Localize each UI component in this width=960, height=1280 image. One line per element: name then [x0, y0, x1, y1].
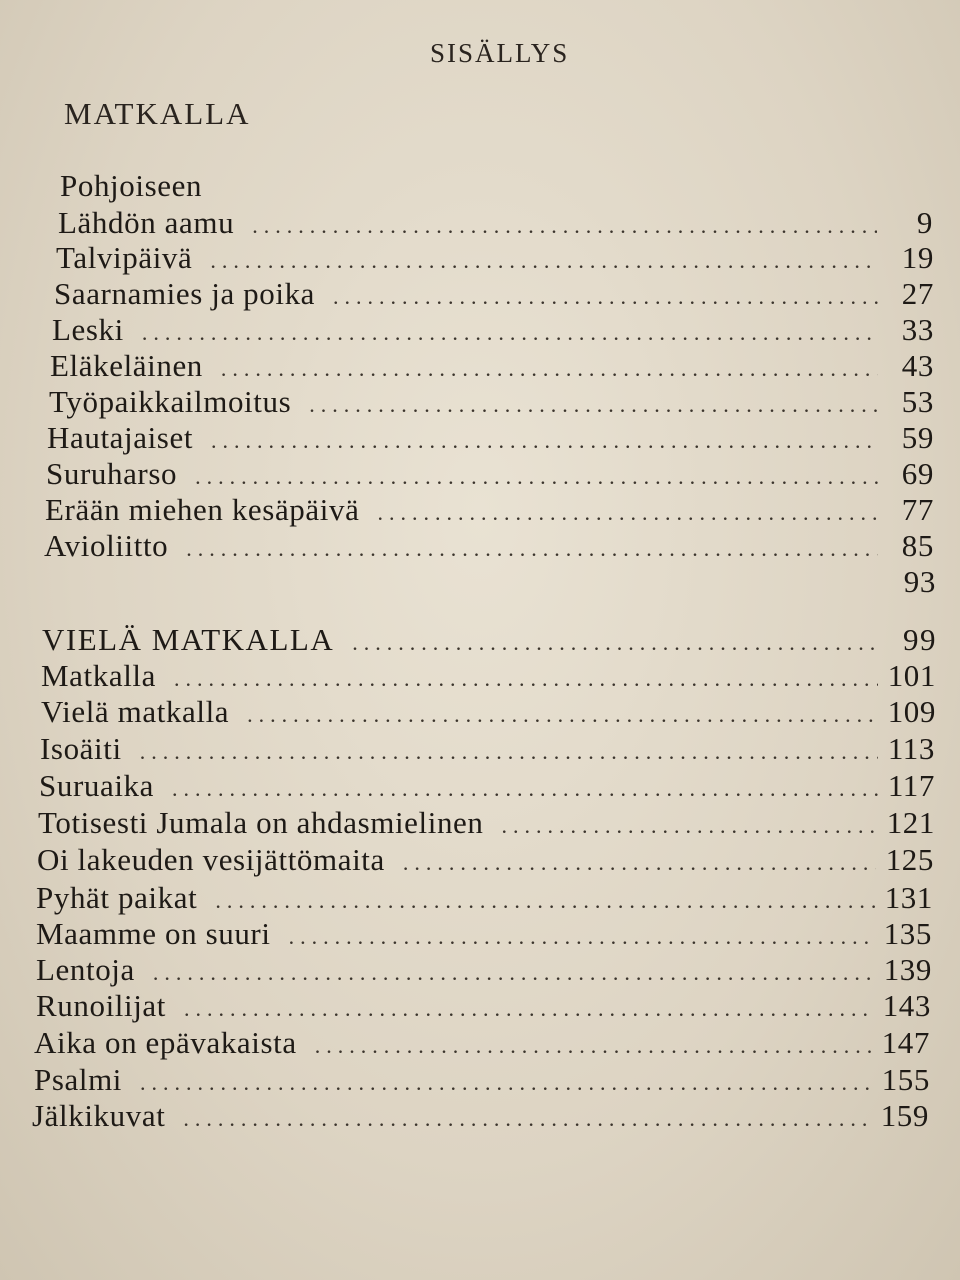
toc-page-number: 135 — [883, 916, 932, 951]
toc-page-number: 99 — [903, 622, 937, 657]
toc-page-number: 113 — [887, 731, 935, 766]
dot-leader — [184, 996, 873, 1022]
section-title-matkalla: MATKALLA — [64, 96, 251, 131]
toc-page-number: 155 — [881, 1062, 930, 1097]
toc-page-number: 69 — [901, 456, 934, 491]
toc-page-number: 59 — [901, 420, 934, 455]
toc-row — [34, 1025, 930, 1065]
dot-leader — [502, 813, 877, 839]
toc-row — [56, 240, 934, 280]
dot-leader — [315, 1033, 872, 1059]
toc-item-title: Työpaikkailmoitus — [49, 384, 292, 419]
toc-item-title: Psalmi — [34, 1062, 123, 1097]
toc-row — [38, 805, 935, 845]
toc-item-title: Suruaika — [39, 768, 154, 803]
toc-row — [49, 384, 934, 424]
toc-page-number: 33 — [901, 312, 934, 347]
toc-row — [36, 916, 932, 956]
toc-page-number: 125 — [885, 842, 934, 877]
toc-item-title: Saarnamies ja poika — [54, 276, 316, 311]
toc-row — [45, 492, 934, 532]
toc-page-number: 139 — [883, 952, 932, 987]
toc-page-number: 101 — [887, 658, 936, 693]
toc-row — [36, 952, 932, 992]
toc-row — [37, 842, 934, 882]
dot-leader — [172, 776, 878, 802]
toc-item-title: Maamme on suuri — [36, 916, 271, 951]
toc-item-title: Lähdön aamu — [58, 205, 235, 240]
toc-item-title: Isoäiti — [40, 731, 122, 766]
toc-row — [36, 880, 933, 920]
toc-item-title: Hautajaiset — [47, 420, 194, 455]
dot-leader — [289, 924, 874, 950]
toc-row — [58, 205, 933, 245]
toc-page-number: 19 — [901, 240, 934, 275]
dot-leader — [186, 536, 878, 562]
toc-page-number: 109 — [887, 694, 936, 729]
dot-leader — [210, 248, 878, 274]
toc-page-number: 117 — [887, 768, 935, 803]
toc-page-number: 159 — [880, 1098, 929, 1133]
dot-leader — [142, 320, 878, 346]
toc-page-number: 9 — [916, 205, 933, 240]
toc-page-number: 53 — [901, 384, 934, 419]
toc-item-title: Suruharso — [46, 456, 178, 491]
dot-leader — [195, 464, 878, 490]
dot-leader — [377, 500, 878, 526]
toc-item-title: Totisesti Jumala on ahdasmielinen — [38, 805, 484, 840]
toc-row — [54, 276, 934, 316]
toc-page-number: 27 — [901, 276, 934, 311]
toc-row — [50, 348, 934, 388]
toc-row — [41, 694, 936, 734]
dot-leader — [333, 284, 878, 310]
toc-row — [36, 988, 931, 1028]
toc-row — [32, 1098, 929, 1138]
toc-row — [47, 420, 934, 460]
toc-item-title: Avioliitto — [44, 528, 169, 563]
dot-leader — [183, 1106, 870, 1132]
toc-page-number: 43 — [901, 348, 934, 383]
dot-leader — [403, 850, 876, 876]
toc-item-title: Erään miehen kesäpäivä — [45, 492, 360, 527]
toc-row — [44, 528, 934, 568]
toc-item-title: Eläkeläinen — [50, 348, 203, 383]
toc-item-title: Lentoja — [36, 952, 135, 987]
toc-trailing-page — [880, 564, 936, 604]
toc-item-title: Runoilijat — [36, 988, 166, 1023]
dot-leader — [352, 630, 881, 656]
toc-item-title: Vielä matkalla — [41, 694, 230, 729]
dot-leader — [309, 392, 878, 418]
toc-row — [40, 731, 935, 771]
toc-page-number: 131 — [884, 880, 933, 915]
toc-item-title: Aika on epävakaista — [34, 1025, 297, 1060]
toc-item-title: Talvipäivä — [56, 240, 193, 275]
section-title: VIELÄ MATKALLA — [42, 622, 335, 657]
dot-leader — [221, 356, 878, 382]
toc-row — [39, 768, 935, 808]
toc-item-title: Jälkikuvat — [32, 1098, 166, 1133]
dot-leader — [153, 960, 874, 986]
dot-leader — [215, 888, 874, 914]
toc-page-number: 85 — [901, 528, 934, 563]
dot-leader — [247, 702, 878, 728]
toc-page-number: 93 — [903, 564, 936, 599]
toc-row — [34, 1062, 930, 1102]
toc-item-title: Leski — [52, 312, 124, 347]
toc-item-title: Oi lakeuden vesijättömaita — [37, 842, 385, 877]
page-heading: SISÄLLYS — [430, 38, 570, 68]
dot-leader — [140, 1070, 872, 1096]
toc-page-number: 77 — [901, 492, 934, 527]
dot-leader — [252, 213, 877, 239]
toc-row — [41, 658, 936, 698]
dot-leader — [174, 666, 878, 692]
toc-item-title: Pyhät paikat — [36, 880, 198, 915]
toc-row — [52, 312, 934, 352]
section-title-viela-matkalla — [42, 622, 937, 662]
dot-leader — [140, 739, 878, 765]
toc-row — [46, 456, 934, 496]
dot-leader — [211, 428, 878, 454]
toc-page-number: 147 — [881, 1025, 930, 1060]
toc-item-title: Matkalla — [41, 658, 156, 693]
toc-item-title: Pohjoiseen — [60, 168, 203, 203]
toc-page-number: 121 — [886, 805, 935, 840]
toc-page-number: 143 — [882, 988, 931, 1023]
